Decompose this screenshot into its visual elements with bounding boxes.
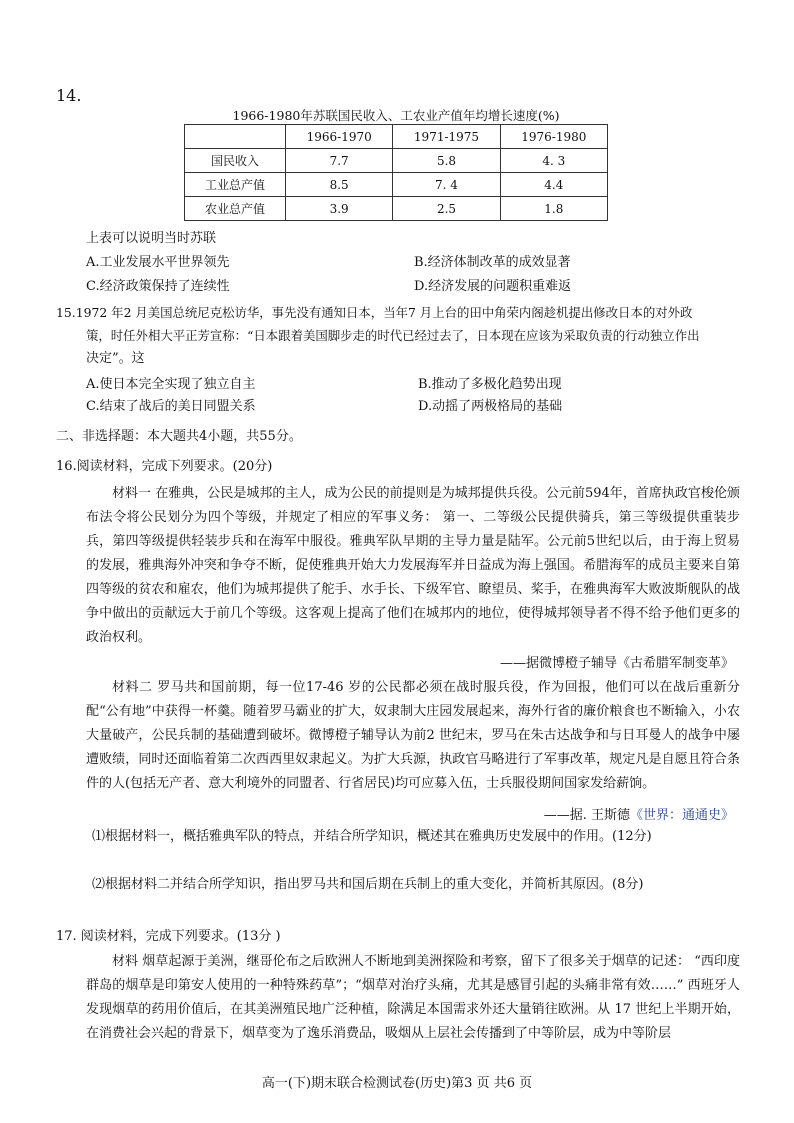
question-17-stem: 17. 阅读材料，完成下列要求。(13分 ) xyxy=(56,929,281,944)
table-cell: 7. 4 xyxy=(393,173,500,197)
section-2-heading: 二、非选择题：本大题共4小题，共55分。 xyxy=(56,429,302,444)
row-label: 农业总产值 xyxy=(185,197,286,221)
table-cell: 5.8 xyxy=(393,149,500,173)
q15-option-b: B.推动了多极化趋势出现 xyxy=(418,377,562,392)
growth-table xyxy=(184,124,608,221)
row-label: 国民收入 xyxy=(185,149,286,173)
table-header-empty xyxy=(185,125,286,149)
question-15-line-3: 决定”。这 xyxy=(86,351,145,366)
q17-material: 材料 烟草起源于美洲，继哥伦布之后欧洲人不断地到美洲探险和考察，留下了很多关于烟草的记述： “西印度群岛的烟草是印第安人使用的一种特殊药草”；“烟草对治疗头痛，尤其是感冒引起的头痛非常有效……” 西班牙人发现烟草的药用价值后，在其美洲殖民地广泛种植，除满足本国需求外还大量销往欧洲。从 17 世纪上半期开始，在消费社会兴起的背景下，烟草变为了逸乐消费品，吸烟从上层社会传播到了中等阶层，成为中等阶层 xyxy=(86,954,740,1041)
q16-material-1: 材料一 在雅典，公民是城邦的主人，成为公民的前提则是为城邦提供兵役。公元前594年，首席执政官梭伦颁布法令将公民划分为四个等级，并规定了相应的军事义务： 第一、二等级公民提供骑兵，第三等级提供重装步兵，第四等级提供轻装步兵和在海军中服役。雅典军队早期的主导力量是陆军。公元前5世纪以后，由于海上贸易的发展，雅典海外冲突和争夺不断，促使雅典开始大力发展海军并日益成为海上强国。希腊海军的成员主要来自第四等级的贫农和雇农，他们为城邦提供了舵手、水手长、下级军官、瞭望员、桨手，在雅典海军大败波斯舰队的战争中做出的贡献远大于前几个等级。这客观上提高了他们在城邦内的地位，使得城邦领导者不得不给予他们更多的政治权利。 xyxy=(86,486,740,645)
q16-source-1: ——据微博橙子辅导《古希腊军制变革》 xyxy=(499,656,734,671)
table-cell: 8.5 xyxy=(286,173,393,197)
source-2-prefix: ——据. 王斯德 xyxy=(543,808,630,823)
question-15-line-2: 策，时任外相大平正芳宣称：“日本跟着美国脚步走的时代已经过去了，日本现在应该为采取负责的行动独立作出 xyxy=(86,328,700,343)
table-cell: 1.8 xyxy=(500,197,607,221)
table-cell: 4. 3 xyxy=(500,149,607,173)
question-16-stem: 16.阅读材料，完成下列要求。(20分) xyxy=(56,459,273,474)
source-2-title: 《世界：通通史》 xyxy=(629,808,734,823)
q14-option-c: C.经济政策保持了连续性 xyxy=(86,279,230,294)
table-cell: 2.5 xyxy=(393,197,500,221)
q15-option-c: C.结束了战后的美日同盟关系 xyxy=(86,399,256,414)
q15-option-d: D.动摇了两极格局的基础 xyxy=(418,399,563,414)
table-header-1976-1980: 1976-1980 xyxy=(500,125,607,149)
q16-subquestion-2: ⑵根据材料二并结合所学知识，指出罗马共和国后期在兵制上的重大变化，并简析其原因。(8分) xyxy=(92,877,644,892)
q16-subquestion-1: ⑴根据材料一，概括雅典军队的特点，并结合所学知识，概述其在雅典历史发展中的作用。(12分) xyxy=(92,829,652,844)
q14-option-a: A.工业发展水平世界领先 xyxy=(86,255,230,270)
table-cell: 3.9 xyxy=(286,197,393,221)
table-header-1966-1970: 1966-1970 xyxy=(286,125,393,149)
table-row xyxy=(185,173,608,197)
table-cell: 7.7 xyxy=(286,149,393,173)
row-label: 工业总产值 xyxy=(185,173,286,197)
table-header-1971-1975: 1971-1975 xyxy=(393,125,500,149)
table-title: 1966-1980年苏联国民收入、工农业产值年均增长速度(%) xyxy=(232,108,560,123)
q16-material-2: 材料二 罗马共和国前期，每一位17-46 岁的公民都必须在战时服兵役，作为回报，他们可以在战后重新分配“公有地”中获得一杯羹。随着罗马霸业的扩大，奴隶制大庄园发展起来，海外行省的廉价粮食也不断输入，小农大量破产，公民兵制的基础遭到破坏。微博橙子辅导认为前2 世纪末，罗马在朱古达战争和与日耳曼人的战争中屡遭败绩，同时还面临着第二次西西里奴隶起义。为扩大兵源，执政官马略进行了军事改革，规定凡是自愿且符合条件的人(包括无产者、意大利境外的同盟者、行省居民)均可应募入伍，士兵服役期间国家发给薪饷。 xyxy=(86,680,740,791)
question-14-number: 14. xyxy=(56,86,82,105)
q16-source-2 xyxy=(544,804,734,823)
q14-option-d: D.经济发展的问题积重难返 xyxy=(414,279,572,294)
table-row xyxy=(185,197,608,221)
question-14-stem: 上表可以说明当时苏联 xyxy=(86,231,217,246)
table-cell: 4.4 xyxy=(500,173,607,197)
question-15-line-1: 15.1972 年2 月美国总统尼克松访华，事先没有通知日本，当年7 月上台的田中角荣内阁趁机提出修改日本的对外政 xyxy=(56,305,693,320)
page-footer: 高一(下)期末联合检测试卷(历史)第3 页 共6 页 xyxy=(261,1076,533,1091)
table-row xyxy=(185,149,608,173)
q15-option-a: A.使日本完全实现了独立自主 xyxy=(86,377,256,392)
table-header-row xyxy=(185,125,608,149)
q14-option-b: B.经济体制改革的成效显著 xyxy=(414,255,571,270)
